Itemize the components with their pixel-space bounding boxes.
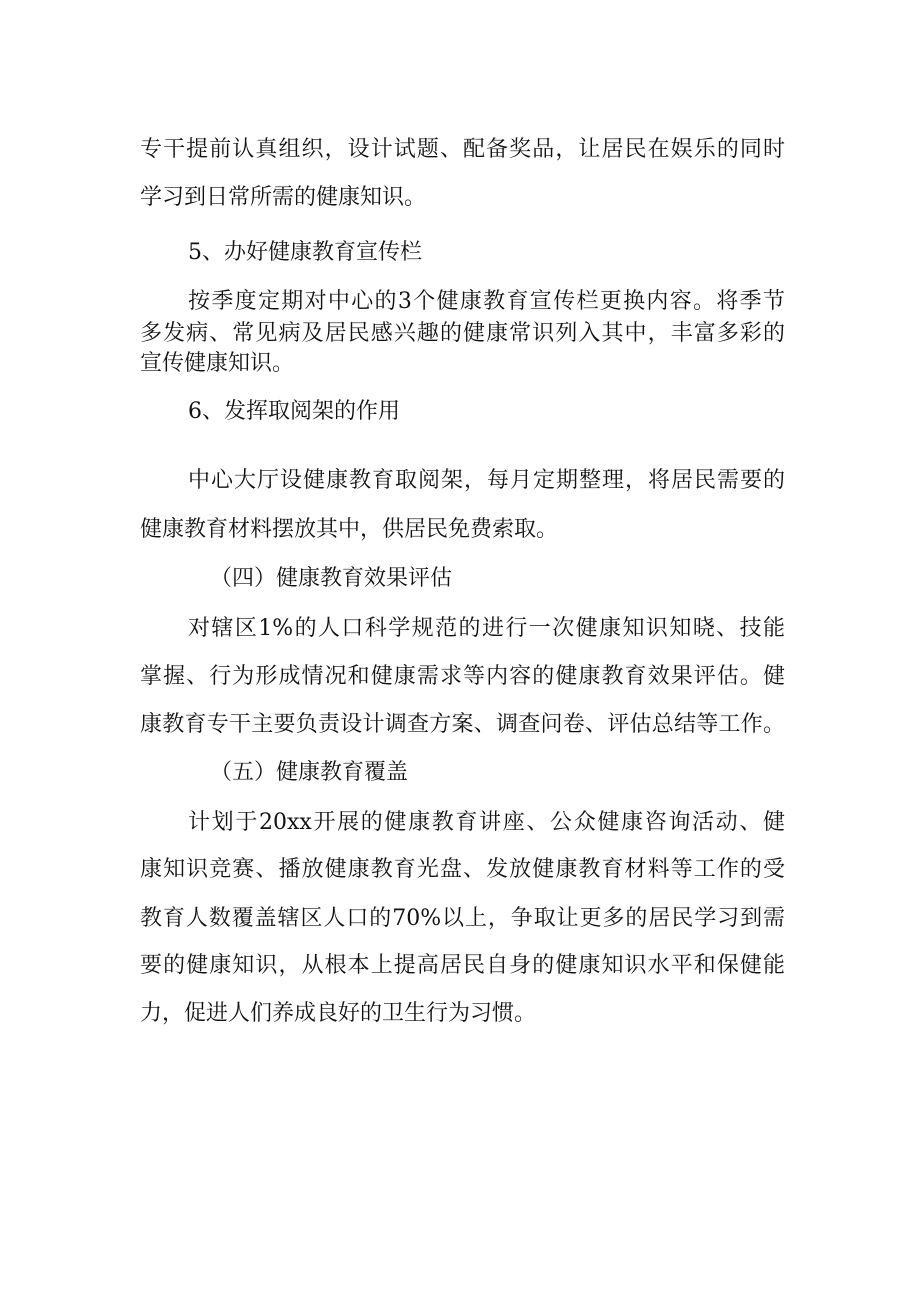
paragraph-line: 多发病、常见病及居民感兴趣的健康常识列入其中，丰富多彩的 <box>140 321 785 346</box>
paragraph-line: 要的健康知识，从根本上提高居民自身的健康知识水平和保健能 <box>140 953 785 978</box>
paragraph-line: 宣传健康知识。 <box>140 351 295 376</box>
section-heading: 5、办好健康教育宣传栏 <box>188 240 422 265</box>
paragraph-line: 按季度定期对中心的3个健康教育宣传栏更换内容。将季节 <box>188 289 785 314</box>
section-heading: （五）健康教育覆盖 <box>210 760 409 785</box>
paragraph-line: 学习到日常所需的健康知识。 <box>140 185 427 210</box>
paragraph-line: 力，促进人们养成良好的卫生行为习惯。 <box>140 1001 537 1026</box>
paragraph-line: 康教育专干主要负责设计调查方案、调查问卷、评估总结等工作。 <box>140 712 785 737</box>
paragraph-line: 对辖区1%的人口科学规范的进行一次健康知识知晓、技能 <box>188 616 785 641</box>
paragraph-line: 康知识竞赛、播放健康教育光盘、发放健康教育材料等工作的受 <box>140 857 785 882</box>
paragraph-line: 专干提前认真组织，设计试题、配备奖品，让居民在娱乐的同时 <box>140 137 785 162</box>
section-heading: 6、发挥取阅架的作用 <box>188 399 400 424</box>
paragraph-line: 掌握、行为形成情况和健康需求等内容的健康教育效果评估。健 <box>140 664 785 689</box>
section-heading: （四）健康教育效果评估 <box>210 566 453 591</box>
paragraph-line: 健康教育材料摆放其中，供居民免费索取。 <box>140 517 559 542</box>
paragraph-line: 中心大厅设健康教育取阅架，每月定期整理，将居民需要的 <box>188 468 785 493</box>
paragraph-line: 教育人数覆盖辖区人口的70%以上，争取让更多的居民学习到需 <box>140 906 785 931</box>
paragraph-line: 计划于20xx开展的健康教育讲座、公众健康咨询活动、健 <box>188 810 785 835</box>
